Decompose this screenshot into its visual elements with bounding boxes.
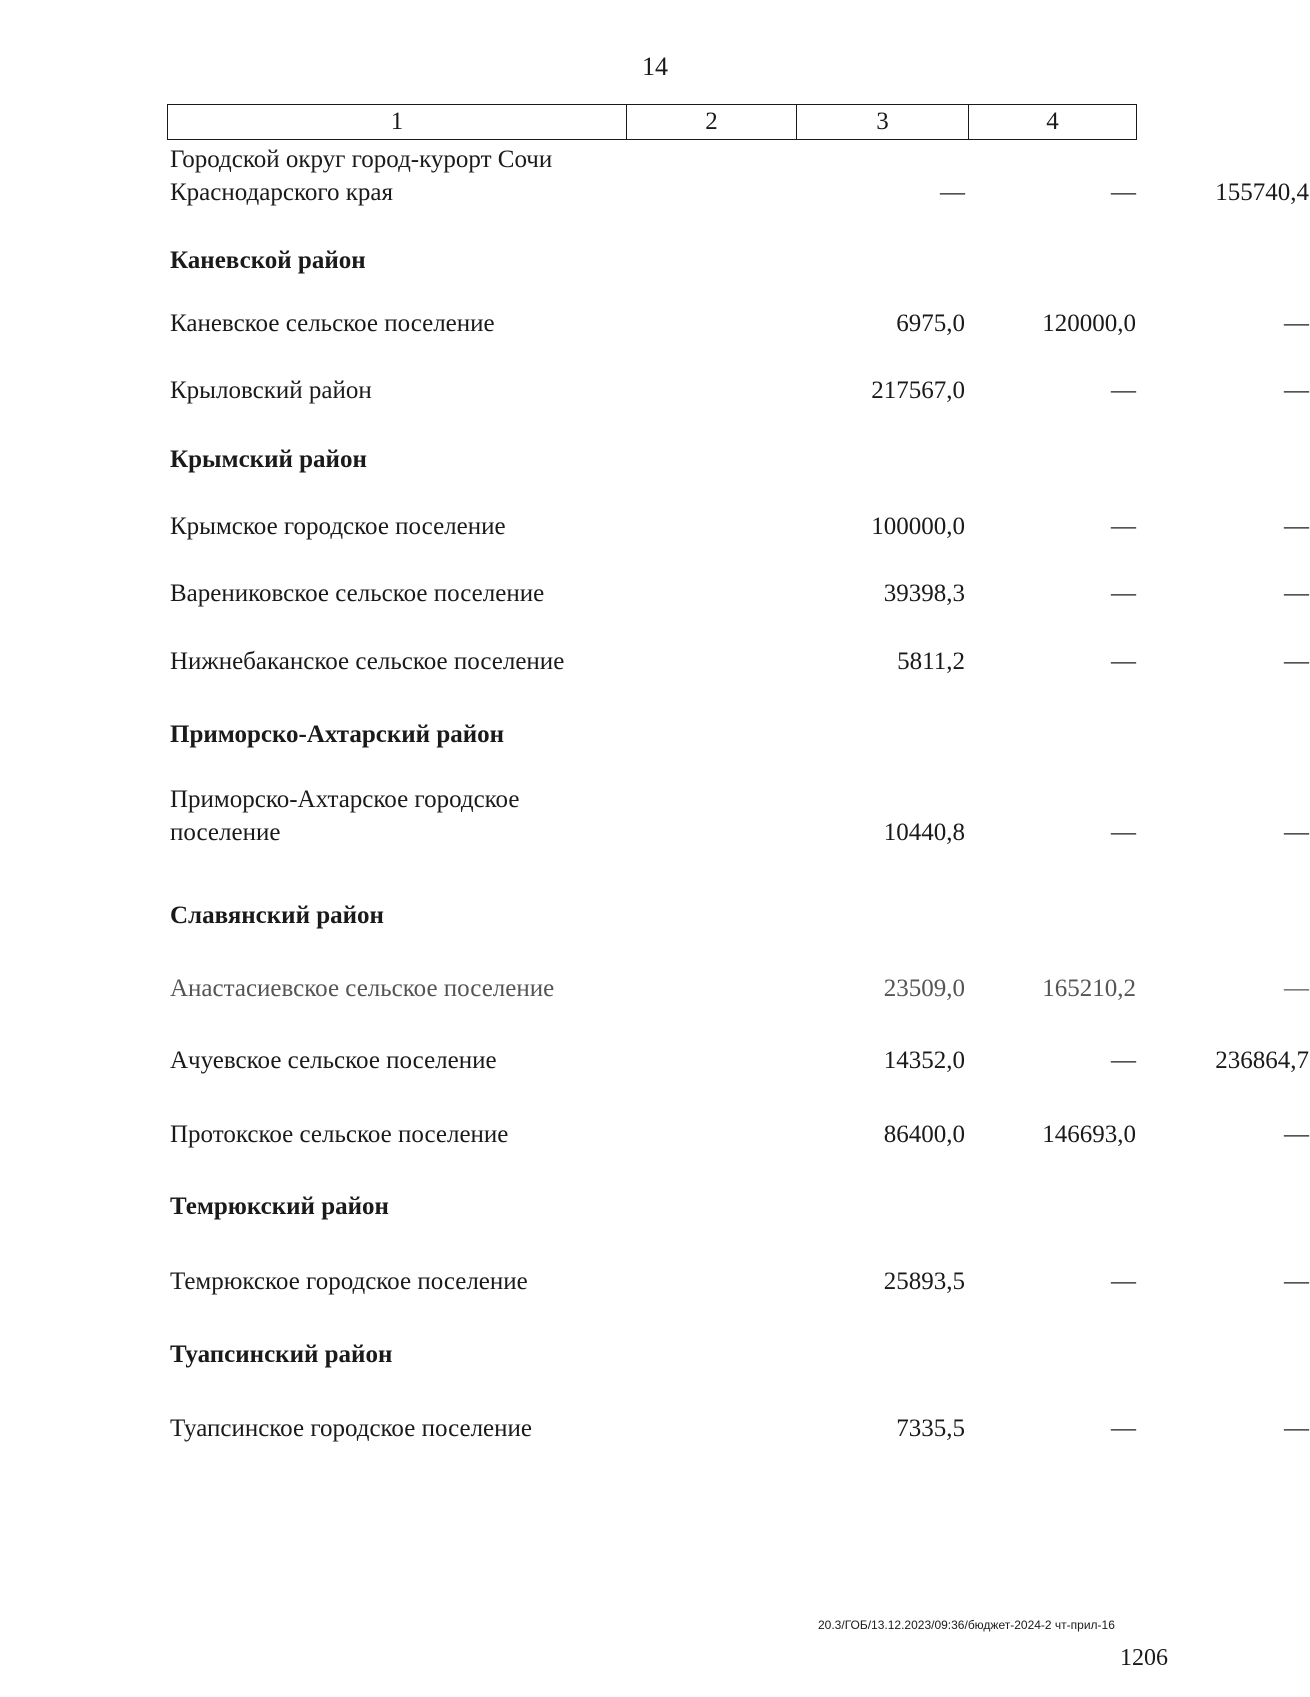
row-value-col4: — — [1284, 648, 1309, 675]
row-value-col3: — — [1111, 1047, 1136, 1074]
row-value-col3: — — [1111, 819, 1136, 846]
row-value-col2: 6975,0 — [896, 310, 965, 337]
row-value-col2: 5811,2 — [897, 648, 965, 675]
row-name: Крымское городское поселение — [170, 513, 506, 540]
header-col-3: 3 — [797, 105, 969, 139]
row-value-col4: — — [1284, 310, 1309, 337]
row-value-col2: 86400,0 — [883, 1121, 965, 1148]
document-code: 20.3/ГОБ/13.12.2023/09:36/бюджет-2024-2 чт-прил-16 — [818, 1618, 1115, 1632]
row-name: Нижнебаканское сельское поселение — [170, 648, 565, 675]
row-value-col2: 217567,0 — [871, 377, 965, 404]
row-value-col4: — — [1284, 1121, 1309, 1148]
row-value-col4: — — [1284, 1268, 1309, 1295]
row-value-col4: — — [1284, 975, 1309, 1002]
row-value-col4: — — [1284, 580, 1309, 607]
row-name: Варениковское сельское поселение — [170, 580, 545, 607]
row-value-col2: 14352,0 — [883, 1047, 965, 1074]
row-name: Приморско-Ахтарское городское поселение — [170, 786, 520, 846]
row-value-col4: 236864,7 — [1215, 1047, 1309, 1074]
group-heading: Славянский район — [170, 902, 384, 929]
row-value-col2: 39398,3 — [883, 580, 965, 607]
row-value-col2: 100000,0 — [871, 513, 965, 540]
row-value-col3: — — [1111, 179, 1136, 206]
row-value-col3: 165210,2 — [1042, 975, 1136, 1002]
row-value-col3: — — [1111, 580, 1136, 607]
row-value-col4: — — [1284, 1415, 1309, 1442]
group-heading: Каневской район — [170, 247, 366, 274]
row-value-col3: — — [1111, 377, 1136, 404]
row-name: Каневское сельское поселение — [170, 310, 495, 337]
row-value-col4: 155740,4 — [1215, 179, 1309, 206]
header-col-2: 2 — [627, 105, 797, 139]
page-number: 14 — [642, 52, 668, 81]
row-name: Темрюкское городское поселение — [170, 1268, 528, 1295]
header-col-1: 1 — [168, 105, 627, 139]
group-heading: Приморско-Ахтарский район — [170, 721, 505, 748]
row-name: Ачуевское сельское поселение — [170, 1047, 497, 1074]
row-value-col3: — — [1111, 1268, 1136, 1295]
row-value-col3: — — [1111, 513, 1136, 540]
table-header — [167, 104, 1137, 140]
group-heading: Темрюкский район — [170, 1193, 389, 1220]
sheet-number: 1206 — [1120, 1645, 1168, 1671]
row-value-col2: — — [940, 179, 965, 206]
row-value-col3: 146693,0 — [1042, 1121, 1136, 1148]
table-row — [170, 783, 1309, 849]
row-value-col3: — — [1111, 1415, 1136, 1442]
row-name: Городской округ город-курорт Сочи Краснодарского края — [170, 146, 553, 206]
row-value-col4: — — [1284, 377, 1309, 404]
row-value-col2: 7335,5 — [896, 1415, 965, 1442]
group-heading: Крымский район — [170, 446, 367, 473]
row-name: Анастасиевское сельское поселение — [170, 975, 555, 1002]
header-col-4: 4 — [1046, 108, 1059, 135]
group-heading: Туапсинский район — [170, 1341, 393, 1368]
row-value-col4: — — [1284, 513, 1309, 540]
row-value-col3: — — [1111, 648, 1136, 675]
row-value-col2: 10440,8 — [883, 819, 965, 846]
row-value-col2: 25893,5 — [883, 1268, 965, 1295]
row-name: Крыловский район — [170, 377, 372, 404]
row-value-col3: 120000,0 — [1042, 310, 1136, 337]
row-value-col2: 23509,0 — [883, 975, 965, 1002]
row-value-col4: — — [1284, 819, 1309, 846]
row-name: Протокское сельское поселение — [170, 1121, 509, 1148]
row-name: Туапсинское городское поселение — [170, 1415, 532, 1442]
table-row — [170, 143, 1309, 209]
